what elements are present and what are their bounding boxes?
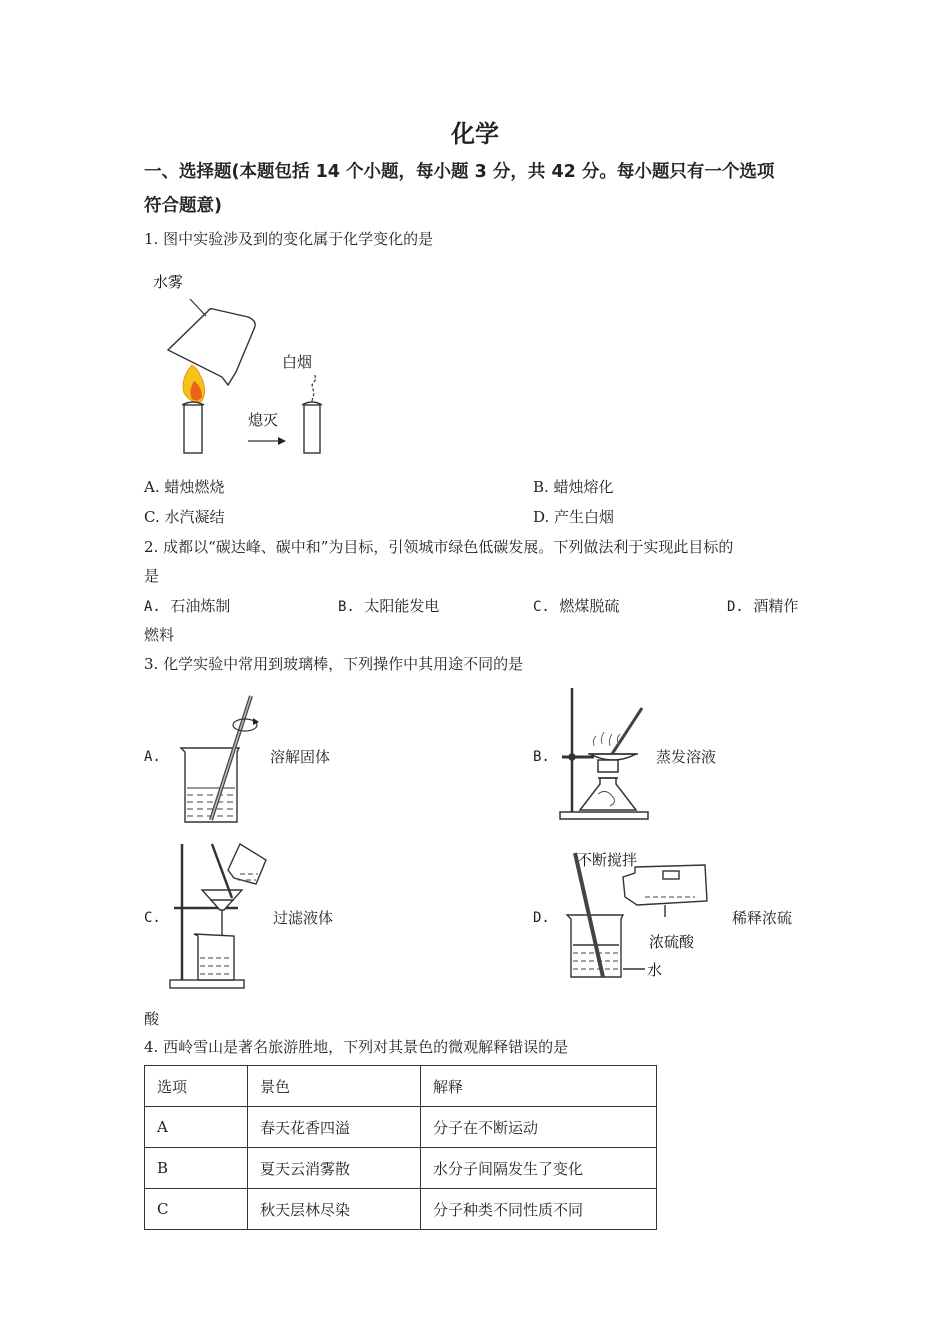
table-cell: 分子种类不同性质不同 <box>421 1189 657 1230</box>
table-row <box>145 1189 657 1230</box>
water-mist-label: 水雾 <box>153 273 184 291</box>
section-heading-line2: 符合题意) <box>144 196 222 216</box>
extinguished-candle-icon <box>302 402 322 453</box>
dissolve-solid-figure <box>175 690 265 825</box>
q1-option-b[interactable]: B. 蜡烛熔化 <box>533 478 614 496</box>
q1-option-d[interactable]: D. 产生白烟 <box>533 508 615 526</box>
flame-icon <box>183 365 205 402</box>
question-2-stem-line1: 2. 成都以“碳达峰、碳中和”为目标，引领城市绿色低碳发展。下列做法利于实现此目标的 <box>144 538 734 556</box>
table-cell: 夏天云消雾散 <box>248 1148 421 1189</box>
section-heading <box>144 155 814 223</box>
candle-experiment-figure <box>150 265 350 465</box>
alcohol-lamp-icon <box>580 778 636 810</box>
sulfuric-acid-label: 浓硫酸 <box>649 933 695 951</box>
white-smoke-label: 白烟 <box>282 353 313 371</box>
table-header-cell: 解释 <box>421 1066 657 1107</box>
page-title: 化学 <box>451 120 499 148</box>
evaporating-dish-icon <box>590 754 636 760</box>
q2-option-b-key: B. <box>338 599 355 615</box>
receiving-beaker-icon <box>194 934 234 980</box>
question-1-stem: 1. 图中实验涉及到的变化属于化学变化的是 <box>144 230 434 248</box>
q2-option-b[interactable] <box>338 596 439 617</box>
q2-option-a[interactable] <box>144 596 230 617</box>
q3-option-a-text: 溶解固体 <box>270 748 331 766</box>
q3-option-a-key[interactable]: A. <box>144 749 161 765</box>
table-cell: 分子在不断运动 <box>421 1107 657 1148</box>
q3-option-c-text: 过滤液体 <box>273 909 334 927</box>
section-heading-line1: 一、选择题(本题包括 14 个小题，每小题 3 分，共 42 分。每小题只有一个选项 <box>144 162 775 182</box>
table-cell: 水分子间隔发生了变化 <box>421 1148 657 1189</box>
q2-option-d[interactable] <box>727 596 798 617</box>
table-cell: 秋天层林尽染 <box>248 1189 421 1230</box>
q2-option-c-key: C. <box>533 599 550 615</box>
pouring-beaker-icon <box>228 844 266 884</box>
q3-option-b-text: 蒸发溶液 <box>656 748 717 766</box>
table-cell: C <box>145 1189 248 1230</box>
q3-option-d-text: 稀释浓硫 <box>732 909 793 927</box>
q2-option-c[interactable] <box>533 596 619 617</box>
q2-option-d-wrap: 燃料 <box>144 626 175 644</box>
tilted-beaker-icon <box>168 309 255 385</box>
table-cell: A <box>145 1107 248 1148</box>
table-header-row <box>145 1066 657 1107</box>
q2-option-a-text: 石油炼制 <box>170 597 231 615</box>
q2-option-d-key: D. <box>727 599 744 615</box>
q3-option-d-key[interactable]: D. <box>533 910 550 926</box>
table-row <box>145 1107 657 1148</box>
dilute-sulfuric-acid-figure <box>565 845 715 985</box>
q3-option-d-wrap: 酸 <box>144 1010 160 1028</box>
table-cell: 春天花香四溢 <box>248 1107 421 1148</box>
q2-option-c-text: 燃煤脱硫 <box>559 597 620 615</box>
q2-option-a-key: A. <box>144 599 161 615</box>
table-cell: B <box>145 1148 248 1189</box>
q2-option-d-text: 酒精作 <box>753 597 799 615</box>
candle-icon <box>182 402 204 453</box>
q2-option-b-text: 太阳能发电 <box>364 597 440 615</box>
evaporate-solution-figure <box>558 684 668 824</box>
q1-option-c[interactable]: C. 水汽凝结 <box>144 508 225 526</box>
q3-option-c-key[interactable]: C. <box>144 910 161 926</box>
question-3-stem: 3. 化学实验中常用到玻璃棒，下列操作中其用途不同的是 <box>144 655 524 673</box>
stir-label: 不断搅拌 <box>577 851 638 869</box>
q1-option-a[interactable]: A. 蜡烛燃烧 <box>144 478 225 496</box>
stand-base <box>560 812 648 819</box>
table-row <box>145 1148 657 1189</box>
filter-liquid-figure <box>168 840 278 990</box>
stand-base <box>170 980 244 988</box>
table-header-cell: 景色 <box>248 1066 421 1107</box>
water-label: 水 <box>647 961 663 979</box>
question-2-stem-line2: 是 <box>144 567 160 585</box>
table-header-cell: 选项 <box>145 1066 248 1107</box>
q4-table <box>144 1065 657 1230</box>
extinguish-label: 熄灭 <box>248 411 279 429</box>
question-4-stem: 4. 西岭雪山是著名旅游胜地，下列对其景色的微观解释错误的是 <box>144 1038 569 1056</box>
q3-option-b-key[interactable]: B. <box>533 749 550 765</box>
